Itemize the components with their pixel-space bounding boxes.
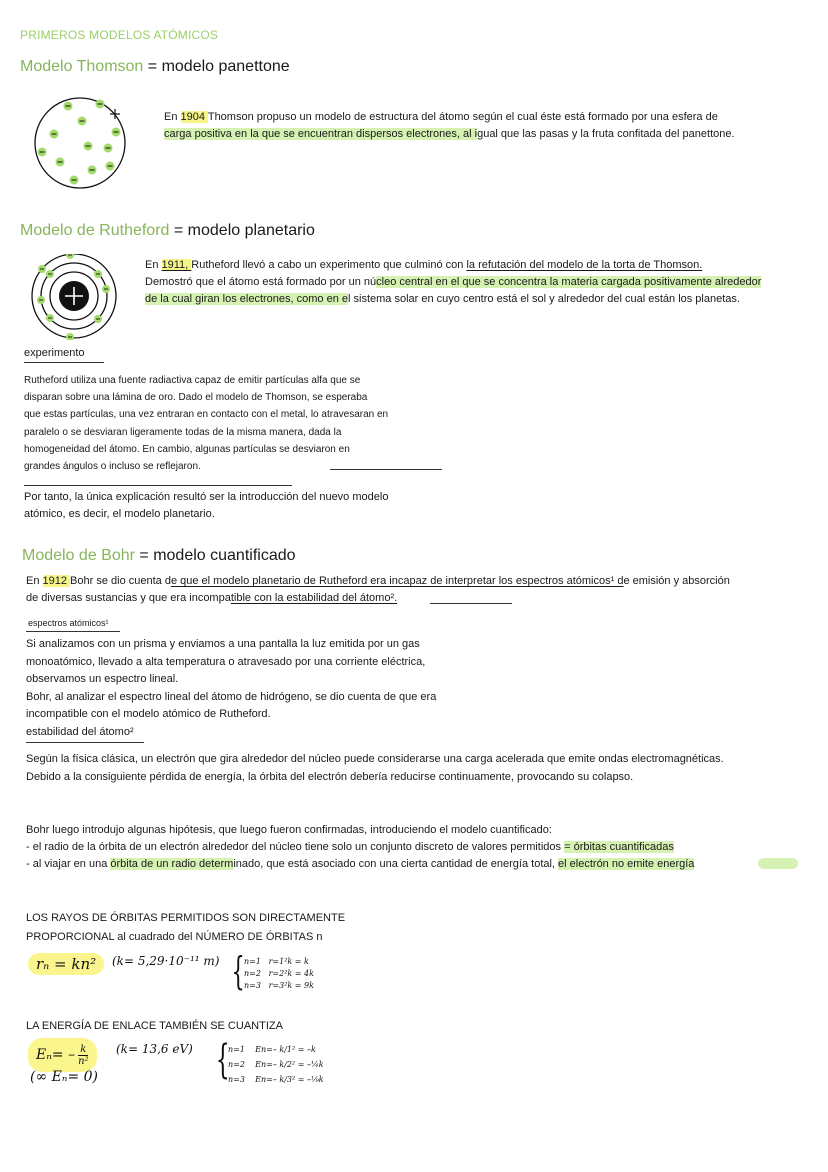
thomson-title-green: Modelo Thomson xyxy=(20,58,144,75)
case-expr: r=2²k = 4k xyxy=(268,969,314,978)
formula-numerator: k xyxy=(80,1043,87,1055)
energy-formula xyxy=(28,1038,97,1072)
formula-denominator: n² xyxy=(78,1055,89,1067)
conclusion-text xyxy=(24,489,388,523)
text-span: - al viajar en una xyxy=(26,858,111,870)
hypothesis-1 xyxy=(26,839,674,857)
case-expr: r=1²k = k xyxy=(268,957,309,966)
text-span: En xyxy=(164,111,181,123)
conclusion-line: Por tanto, la única explicación resultó ser la introducción del nuevo modelo xyxy=(24,491,389,503)
energy-constant: (k= 13,6 eV) xyxy=(116,1042,193,1056)
radii-caption-1: LOS RAYOS DE ÓRBITAS PERMITIDOS SON DIRECTAMENTE xyxy=(26,912,346,924)
case-n: n=1 xyxy=(244,957,261,966)
spectra-line: monoatómico, llevado a alta temperatura o atravesado por una corriente eléctrica, xyxy=(26,655,426,668)
formula-fraction xyxy=(78,1044,88,1067)
spectra-line: Bohr, al analizar el espectro lineal del átomo de hidrógeno, se dio cuenta de que era xyxy=(26,690,437,703)
rutherford-atom-diagram xyxy=(28,254,120,340)
case-n: n=2 xyxy=(244,969,261,978)
stability-label: estabilidad del átomo² xyxy=(26,726,134,738)
thomson-para-line-1 xyxy=(164,109,718,127)
case-expr: r=3²k = 9k xyxy=(268,981,314,990)
thomson-atom-diagram xyxy=(30,94,134,194)
divider-line xyxy=(24,485,292,486)
thomson-para-line-2 xyxy=(164,126,735,144)
thomson-title xyxy=(20,58,290,76)
rutherford-para-line-3 xyxy=(145,291,740,309)
text-span: En xyxy=(145,259,162,271)
page-heading: PRIMEROS MODELOS ATÓMICOS xyxy=(20,28,219,42)
experiment-text xyxy=(24,372,388,475)
text-span: de diversas sustancias y que era incompa xyxy=(26,592,231,604)
bohr-title xyxy=(22,547,296,565)
text-span: - el radio de la órbita de un electrón alrededor del núcleo tiene solo un conjunto discreto de valores permitidos xyxy=(26,841,565,853)
spectra-label-underline xyxy=(26,631,120,632)
spectra-label: espectros atómicos¹ xyxy=(28,618,109,628)
divider-line xyxy=(330,469,442,470)
energy-cases xyxy=(228,1042,324,1087)
conclusion-line: atómico, es decir, el modelo planetario. xyxy=(24,508,215,520)
text-span: l sistema solar en cuyo centro está el sol y alrededor del cual están los planetas. xyxy=(348,293,740,305)
green-highlight: de la cual giran los electrones, como en e xyxy=(145,293,349,305)
year-highlight: 1912 xyxy=(42,575,71,587)
radii-caption-2: PROPORCIONAL al cuadrado del NÚMERO DE ÓRBITAS n xyxy=(26,931,323,943)
text-span: Rutheford llevó a cabo un experimento que culminó con xyxy=(191,259,467,271)
year-highlight: 1904 xyxy=(180,111,208,123)
radii-cases xyxy=(244,956,314,992)
energy-brace: { xyxy=(215,1037,230,1083)
thomson-title-rest: = modelo panettone xyxy=(143,58,290,75)
stability-line: Debido a la consiguiente pérdida de energía, la órbita del electrón debería reducirse continuamente, provocando su colapso. xyxy=(26,771,634,783)
radii-case xyxy=(244,956,314,968)
experiment-line: homogeneidad del átomo. En cambio, algunas partículas se desviaron en xyxy=(24,443,350,455)
underlined-text: tible con la estabilidad del átomo². xyxy=(230,592,398,604)
formula-lhs: Eₙ= – xyxy=(36,1047,76,1063)
text-span: e emisión y absorción xyxy=(623,575,730,587)
text-span: Bohr se dio cuenta d xyxy=(70,575,171,587)
bohr-para-line-1 xyxy=(26,573,730,591)
stability-text xyxy=(26,750,724,786)
energy-infinity: (∞ Eₙ= 0) xyxy=(30,1069,99,1085)
rutherford-title-green: Modelo de Rutheford xyxy=(20,222,170,239)
experiment-line: paralelo o se desviaran ligeramente todas de la misma manera, dada la xyxy=(24,426,342,438)
experiment-line: disparan sobre una lámina de oro. Dado el modelo de Thomson, se esperaba xyxy=(24,392,368,404)
spectra-line: observamos un espectro lineal. xyxy=(26,673,179,685)
spectra-line: Si analizamos con un prisma y enviamos a una pantalla la luz emitida por un gas xyxy=(26,638,420,650)
rutherford-title-rest: = modelo planetario xyxy=(169,222,315,239)
energy-case xyxy=(228,1057,324,1072)
green-highlight: cleo central en el que se concentra la materia cargada positivamente alrededor xyxy=(376,276,762,288)
energy-case xyxy=(228,1042,324,1057)
case-n: n=3 xyxy=(228,1075,245,1084)
electron-dot xyxy=(66,333,74,340)
bohr-para-line-2 xyxy=(26,590,397,608)
radii-brace: { xyxy=(231,949,245,993)
energy-case xyxy=(228,1072,324,1087)
hypothesis-2 xyxy=(26,856,694,874)
hypothesis-intro: Bohr luego introdujo algunas hipótesis, que luego fueron confirmadas, introduciendo el modelo cuantificado: xyxy=(26,824,552,836)
green-highlight: = órbitas cuantificadas xyxy=(564,841,674,853)
experiment-line: que estas partículas, una vez entraran en contacto con el metal, lo atravesaran en xyxy=(24,409,389,421)
thomson-sphere xyxy=(35,98,125,188)
year-highlight: 1911, xyxy=(161,259,192,271)
text-span: gual que las pasas y la fruta confitada del panettone. xyxy=(477,128,735,140)
spectra-line: incompatible con el modelo atómico de Rutheford. xyxy=(26,708,271,720)
bohr-title-green: Modelo de Bohr xyxy=(22,547,135,564)
divider-line xyxy=(430,603,512,604)
case-n: n=3 xyxy=(244,981,261,990)
text-span: inado, que está asociado con una cierta cantidad de energía total, xyxy=(233,858,559,870)
green-highlight: el electrón no emite energía xyxy=(558,858,695,870)
radii-formula: rₙ = kn² xyxy=(28,953,104,975)
case-expr: En=– k/1² = –k xyxy=(255,1045,316,1054)
stability-label-underline xyxy=(26,742,144,743)
thomson-electrons xyxy=(38,100,121,185)
energy-caption: LA ENERGÍA DE ENLACE TAMBIÉN SE CUANTIZA xyxy=(26,1020,283,1032)
underlined-text: e que el modelo planetario de Rutheford era incapaz de interpretar los espectros atómicos¹ d xyxy=(170,575,624,587)
case-expr: En=– k/2² = –¼k xyxy=(255,1060,324,1069)
radii-case xyxy=(244,968,314,980)
case-n: n=2 xyxy=(228,1060,245,1069)
experiment-label-underline xyxy=(24,362,104,363)
rutherford-para-line-2 xyxy=(145,274,761,292)
case-expr: En=– k/3² = –⅑k xyxy=(255,1075,324,1084)
text-span: Thomson propuso un modelo de estructura del átomo según el cual éste está formado por una esfera de xyxy=(207,111,718,123)
radii-constant: (k= 5,29·10⁻¹¹ m) xyxy=(112,954,220,968)
rutherford-title xyxy=(20,222,315,240)
highlight-tail xyxy=(758,858,798,869)
experiment-label: experimento xyxy=(24,347,85,359)
underlined-text: la refutación del modelo de la torta de Thomson. xyxy=(466,259,703,271)
experiment-line: grandes ángulos o incluso se reflejaron. xyxy=(24,461,201,473)
bohr-title-rest: = modelo cuantificado xyxy=(134,547,296,564)
green-highlight: órbita de un radio determ xyxy=(110,858,234,870)
experiment-line: Rutheford utiliza una fuente radiactiva capaz de emitir partículas alfa que se xyxy=(24,375,361,386)
text-span: En xyxy=(26,575,43,587)
green-highlight: carga positiva en la que se encuentran dispersos electrones, al i xyxy=(164,128,478,140)
rutherford-para-line-1 xyxy=(145,257,702,275)
case-n: n=1 xyxy=(228,1045,245,1054)
radii-case xyxy=(244,980,314,992)
stability-line: Según la física clásica, un electrón que gira alrededor del núcleo puede considerarse una carga acelerada que emite ondas electromagnéticas. xyxy=(26,753,724,765)
text-span: Demostró que el átomo está formado por un nú xyxy=(145,276,377,288)
spectra-text xyxy=(26,636,436,724)
